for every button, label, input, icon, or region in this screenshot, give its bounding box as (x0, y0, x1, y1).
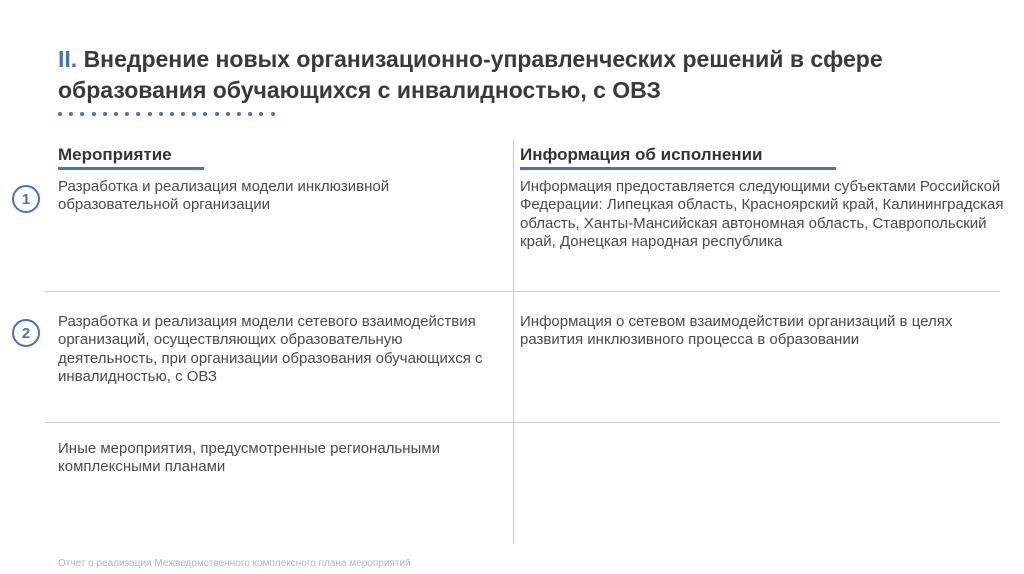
column-header-info: Информация об исполнении (520, 145, 763, 164)
row-divider (45, 291, 1000, 292)
activity-cell: Иные мероприятия, предусмотренные региональными комплексными планами (58, 440, 440, 476)
row-divider (45, 422, 1000, 423)
column-header-underline (520, 167, 836, 170)
row-number-badge: 2 (12, 319, 40, 347)
info-cell: Информация предоставляется следующими субъектами Российской Федерации: Липецкая область, Красноярский край, Калининградская область, Ханты-Мансийская автономная область, Ставропольский край, Донецкая народная республика (520, 178, 1004, 251)
activity-cell: Разработка и реализация модели инклюзивной образовательной организации (58, 178, 390, 214)
footer-caption: Отчет о реализации Межведомственного комплексного плана мероприятий (58, 558, 411, 569)
column-header-underline (58, 167, 204, 170)
activity-cell: Разработка и реализация модели сетевого взаимодействия организаций, осуществляющих образовательную деятельность, при организации образования обучающихся с инвалидностью, с ОВЗ (58, 313, 483, 386)
column-header-activity: Мероприятие (58, 145, 172, 164)
row-number-badge: 1 (12, 185, 40, 213)
info-cell: Информация о сетевом взаимодействии организаций в целях развития инклюзивного процесса в образовании (520, 313, 953, 349)
title-text: Внедрение новых организационно-управленческих решений в сфере образования обучающихся с инвалидностью, с ОВЗ (58, 46, 883, 103)
slide-title (58, 44, 1018, 106)
dotted-divider (58, 112, 275, 118)
section-number: II. (58, 46, 78, 72)
column-divider (513, 140, 514, 544)
